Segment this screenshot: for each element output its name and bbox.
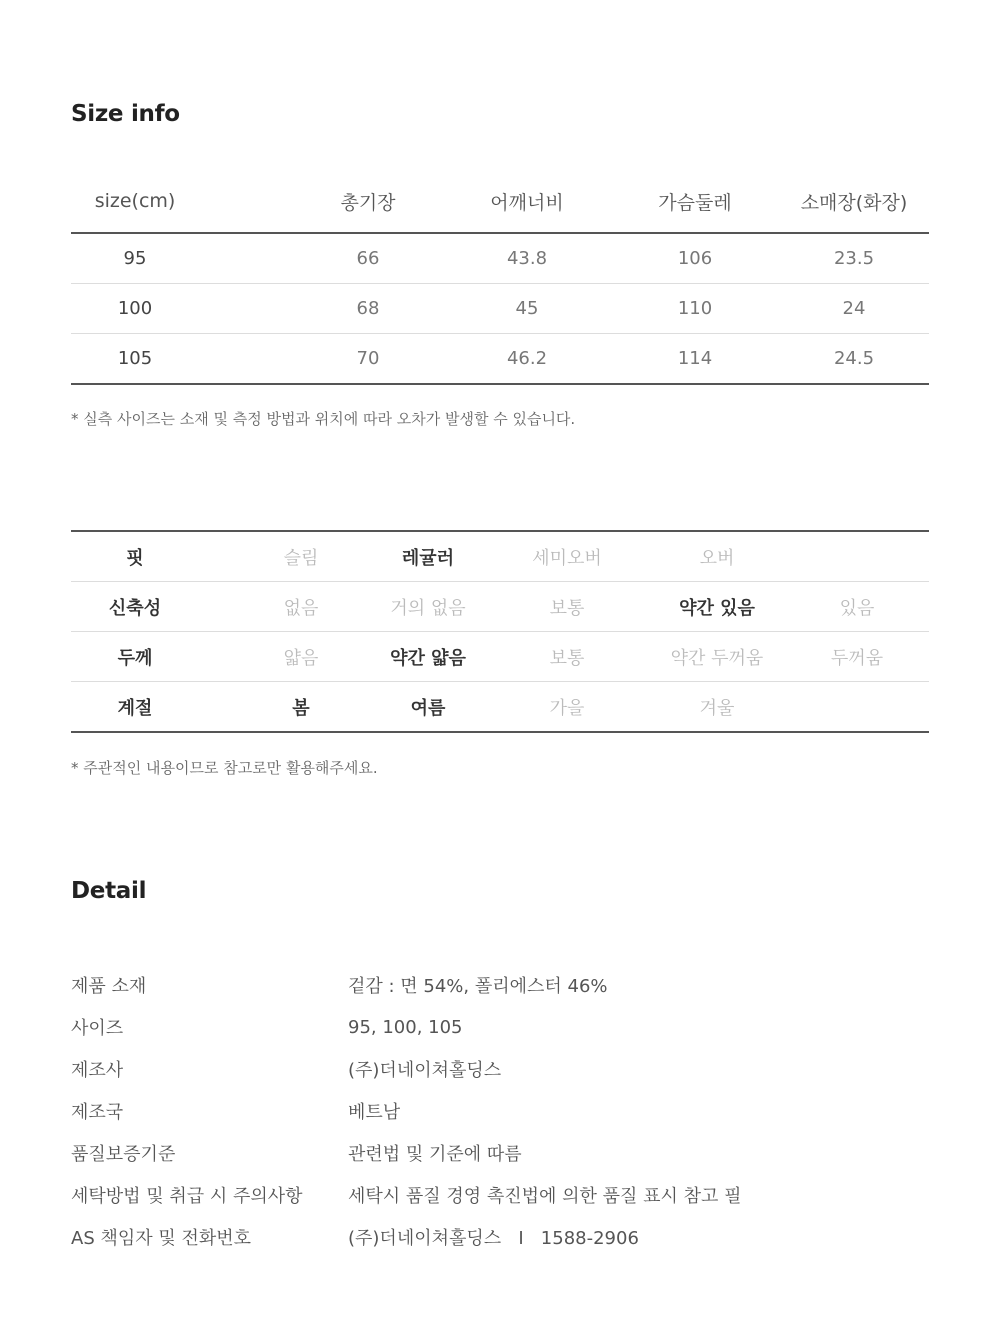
detail-key: 사이즈 <box>71 1018 124 1039</box>
list-item <box>71 1006 929 1048</box>
detail-key: 제조국 <box>71 1102 124 1123</box>
table-cell: 24.5 <box>833 348 875 369</box>
property-option: 세미오버 <box>532 547 602 569</box>
property-row-elasticity <box>71 582 929 632</box>
detail-key: 제조사 <box>71 1060 124 1081</box>
table-cell: 68 <box>356 298 380 319</box>
property-option-selected: 레귤러 <box>401 547 455 569</box>
property-option: 없음 <box>283 597 319 619</box>
header-total-length: 총기장 <box>340 191 396 214</box>
table-cell: 70 <box>356 348 380 369</box>
size-value: 100 <box>117 298 153 319</box>
property-label: 계절 <box>117 697 153 719</box>
property-row-fit <box>71 532 929 582</box>
header-size: size(cm) <box>94 190 176 212</box>
property-option-selected: 여름 <box>410 697 446 719</box>
detail-value: (주)더네이쳐홀딩스 <box>348 1060 502 1081</box>
table-cell: 66 <box>356 248 380 269</box>
detail-value: 겉감 : 면 54%, 폴리에스터 46% <box>348 976 608 997</box>
property-option: 약간 두꺼움 <box>670 647 764 669</box>
size-value: 105 <box>117 348 153 369</box>
property-option: 있음 <box>839 597 875 619</box>
property-option: 두꺼움 <box>830 647 884 669</box>
size-value: 95 <box>123 248 147 269</box>
size-note: * 실측 사이즈는 소재 및 측정 방법과 위치에 따라 오차가 발생할 수 있습니다. <box>71 410 576 428</box>
table-cell: 23.5 <box>833 248 875 269</box>
detail-value: 관련법 및 기준에 따름 <box>348 1144 522 1165</box>
property-note: * 주관적인 내용이므로 참고로만 활용해주세요. <box>71 759 378 777</box>
detail-title: Detail <box>71 878 147 904</box>
property-option: 보통 <box>549 647 585 669</box>
detail-value: 베트남 <box>348 1102 401 1123</box>
detail-value: 세탁시 품질 경영 촉진법에 의한 품질 표시 참고 필 <box>348 1186 742 1207</box>
list-item <box>71 1048 929 1090</box>
property-option: 얇음 <box>283 647 319 669</box>
property-option: 가을 <box>549 697 585 719</box>
property-row-season <box>71 682 929 733</box>
table-row <box>71 234 929 284</box>
property-option-selected: 약간 있음 <box>679 597 755 619</box>
table-cell: 46.2 <box>506 348 548 369</box>
table-cell: 24 <box>842 298 866 319</box>
list-item <box>71 1216 929 1258</box>
table-cell: 45 <box>515 298 539 319</box>
table-row <box>71 334 929 385</box>
property-option: 오버 <box>699 547 735 569</box>
property-table <box>71 530 929 733</box>
list-item <box>71 1174 929 1216</box>
property-option: 거의 없음 <box>390 597 466 619</box>
detail-key: 세탁방법 및 취급 시 주의사항 <box>71 1186 303 1207</box>
header-shoulder-width: 어깨너비 <box>490 191 564 214</box>
detail-value: (주)더네이쳐홀딩스 I 1588-2906 <box>348 1228 639 1249</box>
property-option: 보통 <box>549 597 585 619</box>
header-chest: 가슴둘레 <box>658 191 732 214</box>
detail-key: AS 책임자 및 전화번호 <box>71 1228 252 1249</box>
detail-list <box>71 964 929 1258</box>
header-sleeve: 소매장(화장) <box>800 191 908 214</box>
table-cell: 114 <box>677 348 713 369</box>
list-item <box>71 1132 929 1174</box>
table-cell: 110 <box>677 298 713 319</box>
detail-key: 품질보증기준 <box>71 1144 176 1165</box>
size-table-header <box>71 170 929 234</box>
property-option-selected: 약간 얇음 <box>390 647 466 669</box>
table-cell: 43.8 <box>506 248 548 269</box>
table-cell: 106 <box>677 248 713 269</box>
property-label: 두께 <box>117 647 153 669</box>
table-row <box>71 284 929 334</box>
property-label: 핏 <box>126 547 144 569</box>
detail-key: 제품 소재 <box>71 976 147 997</box>
property-option: 슬림 <box>283 547 319 569</box>
property-label: 신축성 <box>108 597 162 619</box>
property-option: 겨울 <box>699 697 735 719</box>
detail-value: 95, 100, 105 <box>348 1016 463 1038</box>
property-row-thickness <box>71 632 929 682</box>
size-table <box>71 170 929 385</box>
property-option-selected: 봄 <box>292 697 310 719</box>
list-item <box>71 964 929 1006</box>
list-item <box>71 1090 929 1132</box>
size-info-title: Size info <box>71 101 180 127</box>
